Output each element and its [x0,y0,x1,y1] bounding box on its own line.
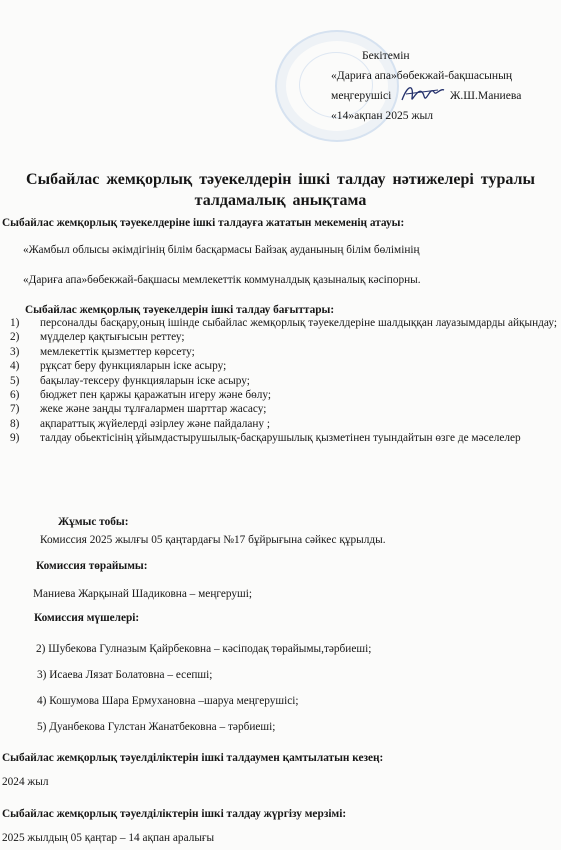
chair-heading: Комиссия төрайымы: [36,560,148,572]
document-title-line2: талдамалық анықтама [194,192,367,209]
institution-line2: «Дариға апа»бөбекжай-бақшасы мемлекеттік коммуналдық қазыналық кәсіпорны. [23,274,421,286]
duration-heading: Сыбайлас жемқорлық тәуелділіктерін ішкі талдау жүргізу мерзімі: [2,808,347,820]
member-item: 5) Дуанбекова Гулстан Жанатбековна – тәрбиеші; [37,721,276,733]
list-item: 2) мүдделер қақтығысын реттеу; [10,331,185,344]
list-item: 9) талдау обьектісінің ұйымдастырушылық-басқарушылық қызметінен туындайтын өзге де мәселелер [10,432,521,445]
chair-name: Маниева Жарқынай Шадиковна – меңгеруші; [33,588,252,600]
directions-list [10,316,557,446]
approval-head-name: Ж.Ш.Маниева [450,89,522,102]
institution-heading: Сыбайлас жемқорлық тәуекелдеріне ішкі талдауға жататын мекеменің атауы: [2,217,405,229]
list-item: 4) рұқсат беру функцияларын іске асыру; [10,360,227,373]
list-item: 3) мемлекеттік қызметтер көрсету; [10,345,195,358]
member-item: 2) Шубекова Гулназым Қайрбековна – кәсіподақ төрайымы,тәрбиеші; [36,643,372,655]
duration-value: 2025 жылдың 05 қаңтар – 14 ақпан аралығы [2,832,215,844]
period-value: 2024 жыл [2,776,49,788]
document-title-line1: Сыбайлас жемқорлық тәуекелдерін ішкі талдау нәтижелері туралы [26,171,535,188]
member-item: 3) Исаева Лязат Болатовна – есепші; [37,669,213,681]
approval-org-line: «Дариға апа»бөбекжай-бақшасының [331,69,513,82]
list-item: 7) жеке және заңды тұлғалармен шарттар жасасу; [10,403,267,416]
period-heading: Сыбайлас жемқорлық тәуелділіктерін ішкі талдаумен қамтылатын кезең: [2,752,384,764]
members-heading: Комиссия мүшелері: [34,612,140,624]
member-item: 4) Кошумова Шара Ермухановна –шаруа меңгерушісі; [37,695,299,707]
directions-heading: Сыбайлас жемқорлық тәуекелдерін ішкі талдау бағыттары: [25,304,335,316]
list-item: 1) персоналды басқару,оның ішінде сыбайлас жемқорлық тәуекелдеріне шалдыққан лауазымдарды айқындау; [10,317,557,329]
institution-line1: «Жамбыл облысы әкімдігінің білім басқармасы Байзақ ауданының білім бөлімінің [23,244,420,256]
approval-date: «14»ақпан 2025 жыл [331,109,434,122]
approval-word: Бекітемін [362,49,410,62]
list-item: 8) ақпараттық жүйелерді әзірлеу және пайдалану ; [10,417,271,430]
list-item: 5) бақылау-тексеру функцияларын іске асыру; [10,374,250,387]
working-group-heading: Жұмыс тобы: [58,516,129,528]
approval-head-label: меңгерушісі [331,89,392,102]
working-group-text: Комиссия 2025 жылғы 05 қаңтардағы №17 бұйрығына сәйкес құрылды. [40,534,386,546]
list-item: 6) бюджет пен қаржы қаражатын игеру және бөлу; [10,389,272,402]
